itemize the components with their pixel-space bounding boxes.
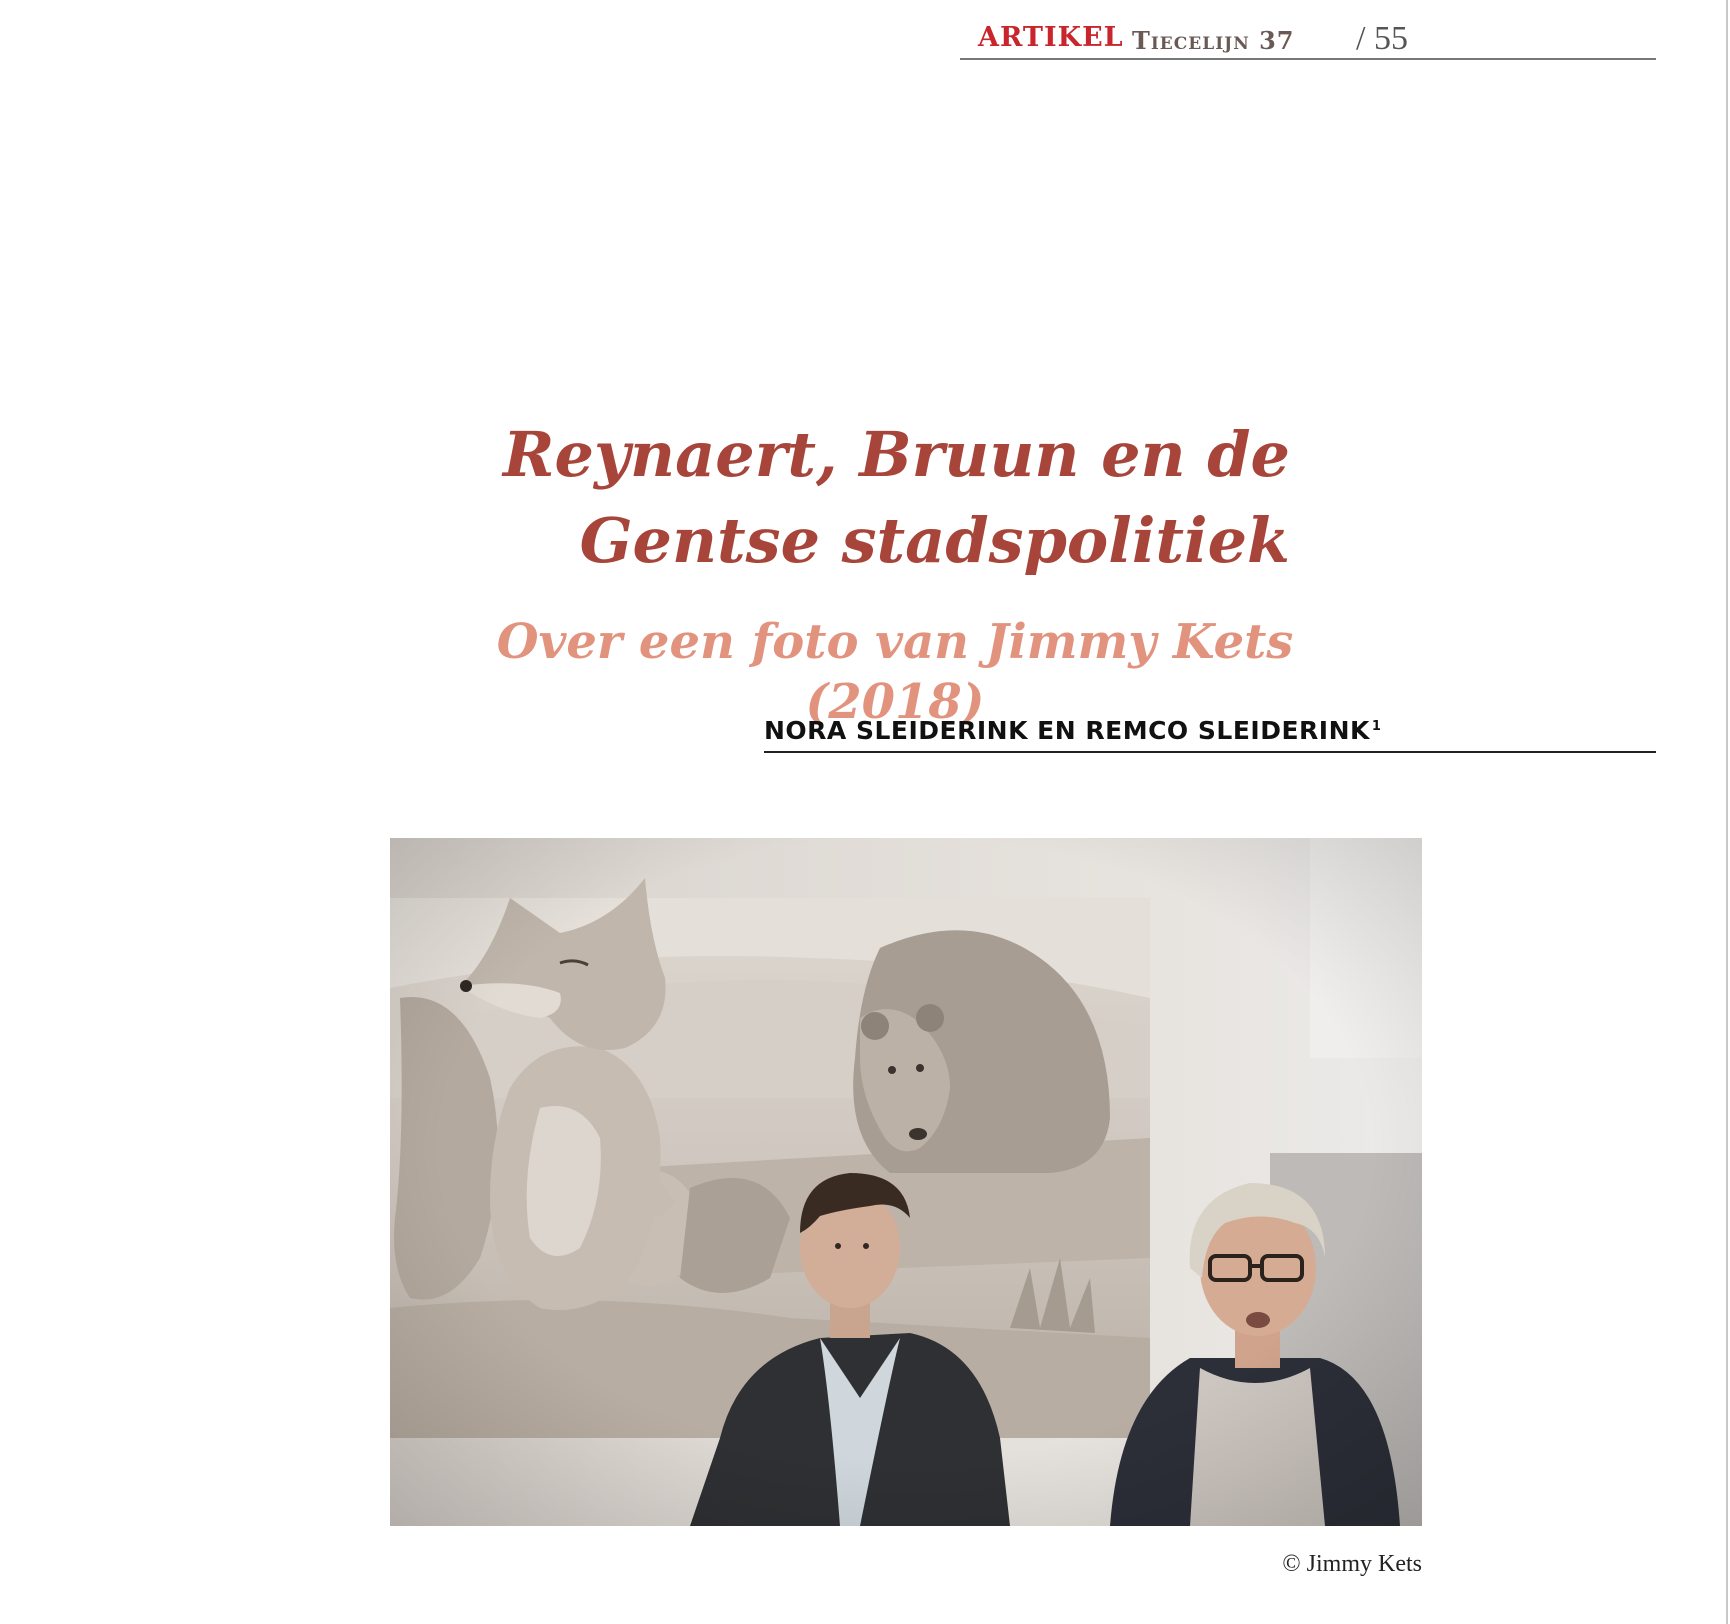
article-subtitle: Over een foto van Jimmy Kets (2018)	[496, 614, 1294, 730]
article-photo	[390, 838, 1422, 1526]
page-edge-border	[1726, 0, 1728, 1624]
section-label: ARTIKEL	[978, 22, 1124, 53]
byline	[764, 716, 1656, 754]
byline-names: NORA SLEIDERINK EN REMCO SLEIDERINK	[764, 716, 1370, 745]
title-line-1: Reynaert, Bruun en de	[503, 418, 1290, 491]
footnote-marker: 1	[1371, 718, 1382, 734]
running-header	[960, 18, 1656, 60]
header-rule	[960, 58, 1656, 60]
photo-illustration	[390, 838, 1422, 1526]
photo-credit: © Jimmy Kets	[1282, 1551, 1422, 1577]
byline-authors	[764, 716, 1381, 745]
article-title	[460, 412, 1290, 584]
byline-rule	[764, 751, 1656, 753]
page-number: / 55	[1356, 20, 1408, 57]
title-line-2: Gentse stadspolitiek	[579, 504, 1290, 577]
journal-name: Tiecelijn 37	[1132, 26, 1295, 55]
